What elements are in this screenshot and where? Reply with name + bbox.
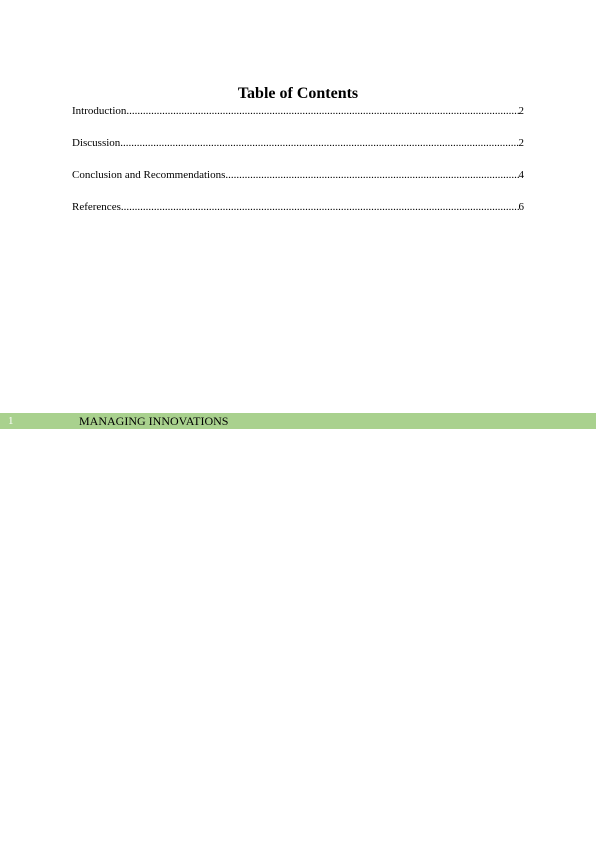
- toc-list: [72, 104, 524, 232]
- toc-entry-label: Conclusion and Recommendations: [72, 169, 226, 181]
- toc-entry-page: 2: [518, 105, 524, 117]
- footer-running-title: MANAGING INNOVATIONS: [79, 414, 229, 428]
- toc-dot-leader: [120, 136, 518, 150]
- toc-dot-leader: [121, 200, 519, 214]
- toc-dot-leader: [225, 168, 518, 182]
- footer-bar: [0, 413, 596, 429]
- footer-page-number: 1: [8, 415, 14, 427]
- toc-entry-page: 4: [518, 169, 524, 181]
- toc-entry-discussion[interactable]: [72, 136, 524, 168]
- toc-entry-label: Introduction: [72, 105, 127, 117]
- toc-title: Table of Contents: [237, 85, 359, 102]
- toc-entry-page: 2: [518, 137, 524, 149]
- toc-entry-page: 6: [518, 201, 524, 213]
- toc-entry-label: Discussion: [72, 137, 121, 149]
- toc-entry-references[interactable]: [72, 200, 524, 232]
- toc-entry-introduction[interactable]: [72, 104, 524, 136]
- toc-entry-label: References: [72, 201, 121, 213]
- toc-entry-conclusion[interactable]: [72, 168, 524, 200]
- toc-dot-leader: [126, 104, 518, 118]
